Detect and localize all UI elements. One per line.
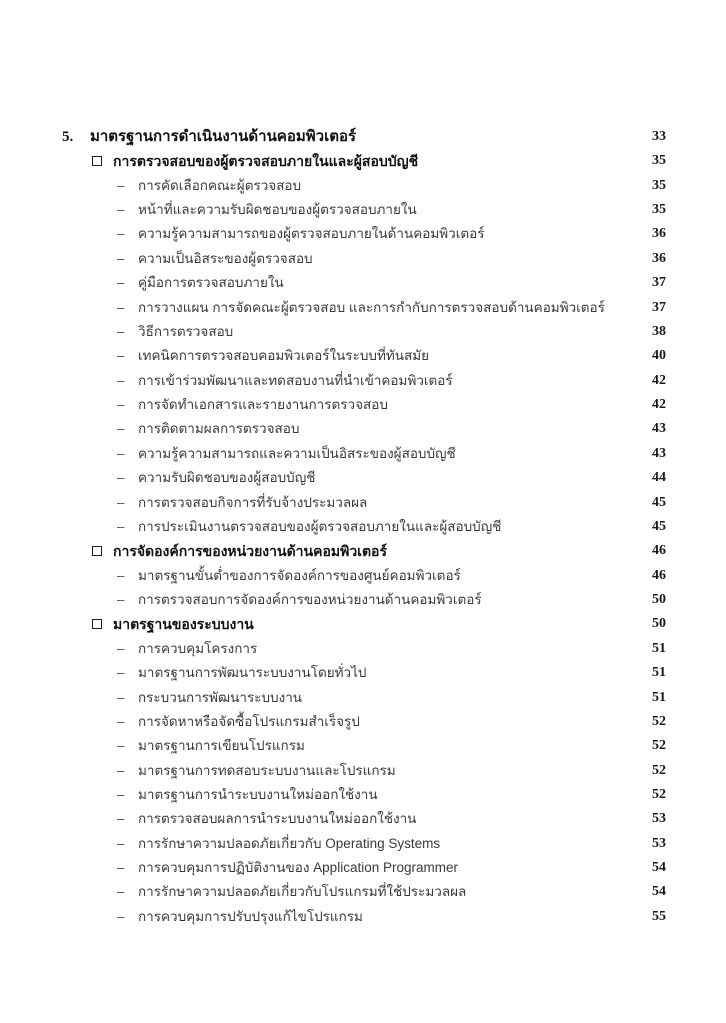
page-number: 35 — [652, 177, 666, 193]
toc-label: การวางแผน การจัดคณะผู้ตรวจสอบ และการกำกับการตรวจสอบด้านคอมพิวเตอร์ — [138, 299, 605, 315]
toc-item — [0, 222, 726, 246]
chapter-number: 5. — [62, 129, 74, 145]
toc-item — [0, 832, 726, 856]
dash-bullet: – — [117, 177, 125, 193]
toc-item — [0, 880, 726, 904]
toc-label: การตรวจสอบกิจการที่รับจ้างประมวลผล — [138, 494, 368, 510]
toc-item — [0, 271, 726, 295]
checkbox-square-icon — [92, 156, 102, 166]
page-number: 52 — [652, 786, 666, 802]
dash-bullet: – — [117, 421, 125, 437]
toc-label: การควบคุมโครงการ — [138, 640, 258, 656]
toc-label: การตรวจสอบของผู้ตรวจสอบภายในและผู้สอบบัญชี — [113, 153, 419, 170]
toc-label: มาตรฐานการนำระบบงานใหม่ออกใช้งาน — [138, 786, 378, 802]
page-number: 51 — [652, 665, 666, 681]
toc-item — [0, 296, 726, 320]
dash-bullet: – — [117, 908, 125, 924]
dash-bullet: – — [117, 835, 125, 851]
page-number: 52 — [652, 738, 666, 754]
dash-bullet: – — [117, 884, 125, 900]
toc-item — [0, 320, 726, 344]
toc-label: หน้าที่และความรับผิดชอบของผู้ตรวจสอบภายใน — [138, 202, 417, 218]
toc-chapter — [0, 125, 726, 149]
dash-bullet: – — [117, 665, 125, 681]
toc-label: การควบคุมการปรับปรุงแก้ไขโปรแกรม — [138, 908, 363, 924]
toc-item — [0, 856, 726, 880]
dash-bullet: – — [117, 202, 125, 218]
page-number: 38 — [652, 323, 666, 339]
page-number: 37 — [652, 299, 666, 315]
toc-label: กระบวนการพัฒนาระบบงาน — [138, 689, 303, 705]
dash-bullet: – — [117, 640, 125, 656]
toc-item — [0, 905, 726, 929]
dash-bullet: – — [117, 250, 125, 266]
toc-item — [0, 588, 726, 612]
page-number: 35 — [652, 153, 666, 169]
toc-label: การตรวจสอบการจัดองค์การของหน่วยงานด้านคอมพิวเตอร์ — [138, 592, 482, 608]
toc-label: ความรู้ความสามารถของผู้ตรวจสอบภายในด้านคอมพิวเตอร์ — [138, 226, 485, 242]
toc-label: การจัดองค์การของหน่วยงานด้านคอมพิวเตอร์ — [113, 543, 387, 560]
toc-label: การรักษาความปลอดภัยเกี่ยวกับ Operating Systems — [138, 835, 441, 851]
toc-label: การคัดเลือกคณะผู้ตรวจสอบ — [138, 177, 302, 193]
page-number: 46 — [652, 543, 666, 559]
toc-label: การเข้าร่วมพัฒนาและทดสอบงานที่นำเข้าคอมพิวเตอร์ — [138, 372, 453, 388]
toc-section — [0, 149, 726, 173]
page-number: 54 — [652, 884, 666, 900]
toc-item — [0, 174, 726, 198]
toc-label: มาตรฐานการดำเนินงานด้านคอมพิวเตอร์ — [90, 128, 357, 145]
page-number: 40 — [652, 348, 666, 364]
toc-label: ความรับผิดชอบของผู้สอบบัญชี — [138, 470, 316, 486]
toc-label: มาตรฐานขั้นต่ำของการจัดองค์การของศูนย์คอมพิวเตอร์ — [138, 567, 461, 583]
checkbox-square-icon — [92, 546, 102, 556]
page-number: 33 — [652, 129, 666, 144]
toc-item — [0, 637, 726, 661]
dash-bullet: – — [117, 786, 125, 802]
toc-label: มาตรฐานการพัฒนาระบบงานโดยทั่วไป — [138, 665, 367, 681]
toc-item — [0, 369, 726, 393]
toc-item — [0, 247, 726, 271]
toc-item — [0, 344, 726, 368]
toc-item — [0, 466, 726, 490]
toc-label: การรักษาความปลอดภัยเกี่ยวกับโปรแกรมที่ใช้ประมวลผล — [138, 884, 467, 900]
page-number: 55 — [652, 908, 666, 924]
toc-section — [0, 612, 726, 636]
toc-item — [0, 515, 726, 539]
page-number: 35 — [652, 202, 666, 218]
toc-item — [0, 661, 726, 685]
toc-label: การประเมินงานตรวจสอบของผู้ตรวจสอบภายในและผู้สอบบัญชี — [138, 518, 502, 534]
dash-bullet: – — [117, 713, 125, 729]
dash-bullet: – — [117, 397, 125, 413]
toc-label: การจัดทำเอกสารและรายงานการตรวจสอบ — [138, 397, 388, 413]
toc-item — [0, 783, 726, 807]
toc-item — [0, 393, 726, 417]
page-number: 50 — [652, 592, 666, 608]
dash-bullet: – — [117, 372, 125, 388]
toc-label: มาตรฐานการทดสอบระบบงานและโปรแกรม — [138, 762, 396, 778]
page-number: 52 — [652, 762, 666, 778]
page-number: 43 — [652, 421, 666, 437]
page-number: 43 — [652, 445, 666, 461]
page-number: 37 — [652, 275, 666, 291]
checkbox-square-icon — [92, 619, 102, 629]
page-number: 45 — [652, 518, 666, 534]
toc-section — [0, 539, 726, 563]
toc-item — [0, 710, 726, 734]
toc-label: การตรวจสอบผลการนำระบบงานใหม่ออกใช้งาน — [138, 811, 417, 827]
dash-bullet: – — [117, 689, 125, 705]
page-number: 46 — [652, 567, 666, 583]
toc-label: คู่มือการตรวจสอบภายใน — [138, 275, 284, 291]
dash-bullet: – — [117, 762, 125, 778]
dash-bullet: – — [117, 592, 125, 608]
dash-bullet: – — [117, 860, 125, 876]
toc-item — [0, 564, 726, 588]
toc-item — [0, 807, 726, 831]
dash-bullet: – — [117, 494, 125, 510]
toc-label: มาตรฐานของระบบงาน — [113, 616, 254, 633]
page-number: 51 — [652, 689, 666, 705]
dash-bullet: – — [117, 275, 125, 291]
toc-item — [0, 686, 726, 710]
toc-label: ความเป็นอิสระของผู้ตรวจสอบ — [138, 250, 313, 266]
dash-bullet: – — [117, 518, 125, 534]
toc-item — [0, 734, 726, 758]
dash-bullet: – — [117, 470, 125, 486]
toc-item — [0, 491, 726, 515]
toc-label: การจัดหาหรือจัดซื้อโปรแกรมสำเร็จรูป — [138, 713, 360, 729]
page-number: 54 — [652, 860, 666, 876]
page-number: 44 — [652, 470, 666, 486]
toc-label: การควบคุมการปฏิบัติงานของ Application Programmer — [138, 860, 458, 876]
page-number: 53 — [652, 811, 666, 827]
toc-item — [0, 442, 726, 466]
page-number: 42 — [652, 397, 666, 413]
page-number: 36 — [652, 250, 666, 266]
toc-item — [0, 417, 726, 441]
page-number: 52 — [652, 713, 666, 729]
toc-item — [0, 759, 726, 783]
toc-label: วิธีการตรวจสอบ — [138, 323, 234, 339]
dash-bullet: – — [117, 323, 125, 339]
page-number: 36 — [652, 226, 666, 242]
page-number: 50 — [652, 616, 666, 632]
page-number: 51 — [652, 640, 666, 656]
dash-bullet: – — [117, 811, 125, 827]
dash-bullet: – — [117, 445, 125, 461]
page-number: 53 — [652, 835, 666, 851]
dash-bullet: – — [117, 226, 125, 242]
toc-label: การติดตามผลการตรวจสอบ — [138, 421, 300, 437]
dash-bullet: – — [117, 348, 125, 364]
toc-label: มาตรฐานการเขียนโปรแกรม — [138, 738, 305, 754]
page-number: 42 — [652, 372, 666, 388]
dash-bullet: – — [117, 738, 125, 754]
page-number: 45 — [652, 494, 666, 510]
dash-bullet: – — [117, 299, 125, 315]
toc-label: ความรู้ความสามารถและความเป็นอิสระของผู้สอบบัญชี — [138, 445, 456, 461]
dash-bullet: – — [117, 567, 125, 583]
toc-item — [0, 198, 726, 222]
toc-label: เทคนิคการตรวจสอบคอมพิวเตอร์ในระบบที่ทันสมัย — [138, 348, 430, 364]
